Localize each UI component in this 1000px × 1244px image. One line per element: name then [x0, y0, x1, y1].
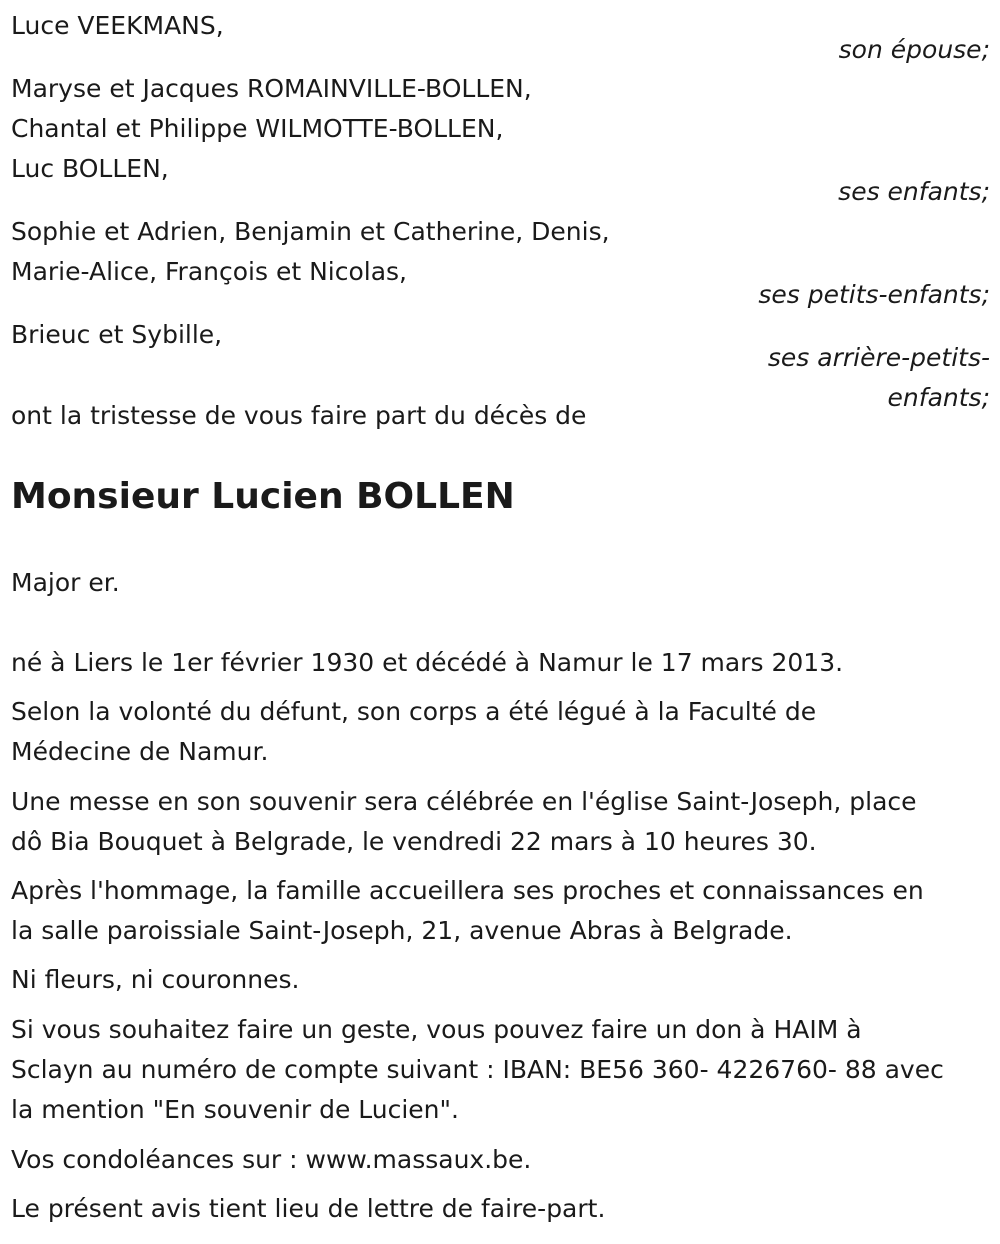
reception-paragraph: Après l'hommage, la famille accueillera ses proches et connaissances en: [11, 876, 924, 905]
donation-paragraph: la mention "En souvenir de Lucien".: [11, 1095, 459, 1124]
grandchildren-names: Sophie et Adrien, Benjamin et Catherine, Denis,: [11, 217, 610, 246]
great-grandchildren-names: Brieuc et Sybille,: [11, 320, 223, 349]
birth-death-paragraph: né à Liers le 1er février 1930 et décédé à Namur le 17 mars 2013.: [11, 648, 844, 677]
donation-paragraph: Sclayn au numéro de compte suivant : IBAN: BE56 360- 4226760- 88 avec: [11, 1055, 944, 1084]
rank: Major er.: [11, 568, 120, 597]
grandchildren-names: Marie-Alice, François et Nicolas,: [11, 257, 407, 286]
reception-paragraph: la salle paroissiale Saint-Joseph, 21, avenue Abras à Belgrade.: [11, 916, 793, 945]
children-role: ses enfants;: [838, 177, 990, 206]
announcement: ont la tristesse de vous faire part du décès de: [11, 401, 587, 430]
condolences-paragraph: Vos condoléances sur : www.massaux.be.: [11, 1145, 532, 1174]
spouse-name: Luce VEEKMANS,: [11, 11, 224, 40]
child-name: Luc BOLLEN,: [11, 154, 169, 183]
child-name: Chantal et Philippe WILMOTTE-BOLLEN,: [11, 114, 504, 143]
deceased-name: Monsieur Lucien BOLLEN: [11, 476, 515, 517]
closing-paragraph: Le présent avis tient lieu de lettre de faire-part.: [11, 1194, 606, 1223]
donation-paragraph: Si vous souhaitez faire un geste, vous pouvez faire un don à HAIM à: [11, 1015, 862, 1044]
great-grandchildren-role: enfants;: [887, 383, 990, 412]
body-donation-paragraph: Selon la volonté du défunt, son corps a été légué à la Faculté de: [11, 697, 817, 726]
great-grandchildren-role: ses arrière-petits-: [767, 343, 990, 372]
mass-paragraph: Une messe en son souvenir sera célébrée en l'église Saint-Joseph, place: [11, 787, 917, 816]
grandchildren-role: ses petits-enfants;: [758, 280, 990, 309]
mass-paragraph: dô Bia Bouquet à Belgrade, le vendredi 22 mars à 10 heures 30.: [11, 827, 817, 856]
spouse-role: son épouse;: [838, 35, 990, 64]
child-name: Maryse et Jacques ROMAINVILLE-BOLLEN,: [11, 74, 532, 103]
flowers-paragraph: Ni fleurs, ni couronnes.: [11, 965, 300, 994]
body-donation-paragraph: Médecine de Namur.: [11, 737, 269, 766]
